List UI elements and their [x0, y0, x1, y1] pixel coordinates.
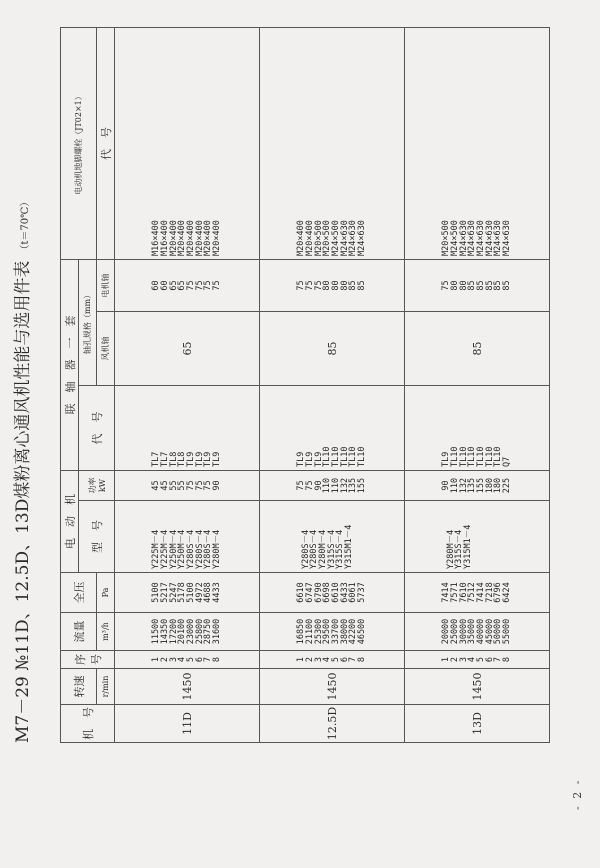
bolt-list: M20×400 M20×400 M20×500 M20×500 M24×500 M24×630 M24×630 M24×630	[260, 27, 405, 259]
motor-model-list: Y225M－4 Y225M－4 Y250M－4 Y250M－4 Y280S－4 Y280S－4 Y280S－4 Y280M－4	[115, 501, 260, 573]
header-speed-unit: r/min	[97, 669, 115, 705]
bolt-list: M20×500 M24×500 M24×630 M24×630 M24×630 M24×630 M24×630 M24×630	[405, 27, 550, 259]
page-title	[8, 43, 38, 743]
header-pressure-unit: Pa	[97, 573, 115, 613]
coupling-code-list: TL9 TL10 TL10 TL10 TL10 TL10 TL10 Q7	[405, 386, 550, 471]
header-motor-model: 型 号	[79, 501, 115, 573]
bore-fan-cell: 85	[260, 312, 405, 386]
pressure-list: 6610 6747 6790 6698 6610 6433 6061 5737	[260, 573, 405, 613]
header-speed: 转速	[61, 669, 97, 705]
title-note: （t＝70℃）	[20, 196, 31, 255]
bore-motor-list: 60 60 65 65 75 75 75 75	[115, 259, 260, 311]
header-bore-fan: 风机轴	[97, 312, 115, 386]
power-unit: kW	[97, 478, 107, 493]
machine-cell: 13D	[405, 705, 550, 743]
coupling-code-list: TL7 TL7 TL8 TL8 TL9 TL9 TL9 TL9	[115, 386, 260, 471]
motor-model-list: Y280S－4 Y280S－4 Y280M－4 Y315S－4 Y315S－4 Y315M1－4	[260, 501, 405, 573]
flow-list: 20000 25000 30000 35000 40000 45000 50000 55000	[405, 613, 550, 651]
seq-list: 1 2 3 4 5 6 7 8	[260, 651, 405, 669]
header-bore-motor: 电机轴	[97, 259, 115, 311]
header-motor-power	[79, 471, 115, 501]
flow-list: 11500 14350 17200 20100 23000 25800 28750 31600	[115, 613, 260, 651]
header-machine: 机 号	[61, 705, 115, 743]
power-list: 45 45 55 55 75 75 75 90	[115, 471, 260, 501]
header-coupling-code: 代 号	[79, 386, 115, 471]
header-motor: 电 动 机	[61, 471, 79, 573]
group-row-13d	[405, 27, 550, 742]
bolt-list: M16×400 M16×400 M20×400 M20×400 M20×400 M20×400 M20×400 M20×400	[115, 27, 260, 259]
power-list: 75 75 90 110 110 132 135 155	[260, 471, 405, 501]
group-row-12-5d	[260, 27, 405, 742]
machine-cell: 11D	[115, 705, 260, 743]
header-flow: 流量	[61, 613, 97, 651]
performance-table	[60, 27, 550, 743]
header-bore: 轴孔规格（mm）	[79, 259, 97, 385]
header-coupling: 联 轴 器 一 套	[61, 259, 79, 470]
power-list: 90 110 132 135 155 180 180 225	[405, 471, 550, 501]
machine-cell: 12.5D	[260, 705, 405, 743]
page-number: - 2 -	[571, 778, 584, 810]
title-text: M7－29 №11D、12.5D、13D煤粉离心通风机性能与选用件表	[13, 260, 33, 743]
seq-list: 1 2 3 4 5 6 7 8	[405, 651, 550, 669]
header-bolt: 电动机地脚螺栓（JT02×1）	[61, 27, 97, 259]
group-row-11d	[115, 27, 260, 742]
bore-motor-list: 75 80 80 85 85 85 85 85	[405, 259, 550, 311]
header-bolt-code: 代 号	[97, 27, 115, 259]
pressure-list: 5100 5217 5247 5178 5100 4972 4688 4433	[115, 573, 260, 613]
bore-fan-cell: 85	[405, 312, 550, 386]
flow-list: 16850 21100 25300 29500 33700 38000 42200 46500	[260, 613, 405, 651]
pressure-list: 7414 7571 7610 7512 7414 7218 6796 6424	[405, 573, 550, 613]
speed-cell: 1450	[115, 669, 260, 705]
seq-list: 1 2 3 4 5 6 7 8	[115, 651, 260, 669]
header-pressure: 全压	[61, 573, 97, 613]
power-label: 功率	[87, 477, 97, 494]
header-flow-unit: m³/h	[97, 613, 115, 651]
motor-model-list: Y280M－4 Y315S－4 Y315M1－4	[405, 501, 550, 573]
coupling-code-list: TL9 TL9 TL9 TL10 TL10 TL10 TL10 TL10	[260, 386, 405, 471]
speed-cell: 1450	[260, 669, 405, 705]
speed-cell: 1450	[405, 669, 550, 705]
bore-fan-cell: 65	[115, 312, 260, 386]
bore-motor-list: 75 75 75 80 80 80 85 85	[260, 259, 405, 311]
header-seq: 序 号	[61, 651, 115, 669]
